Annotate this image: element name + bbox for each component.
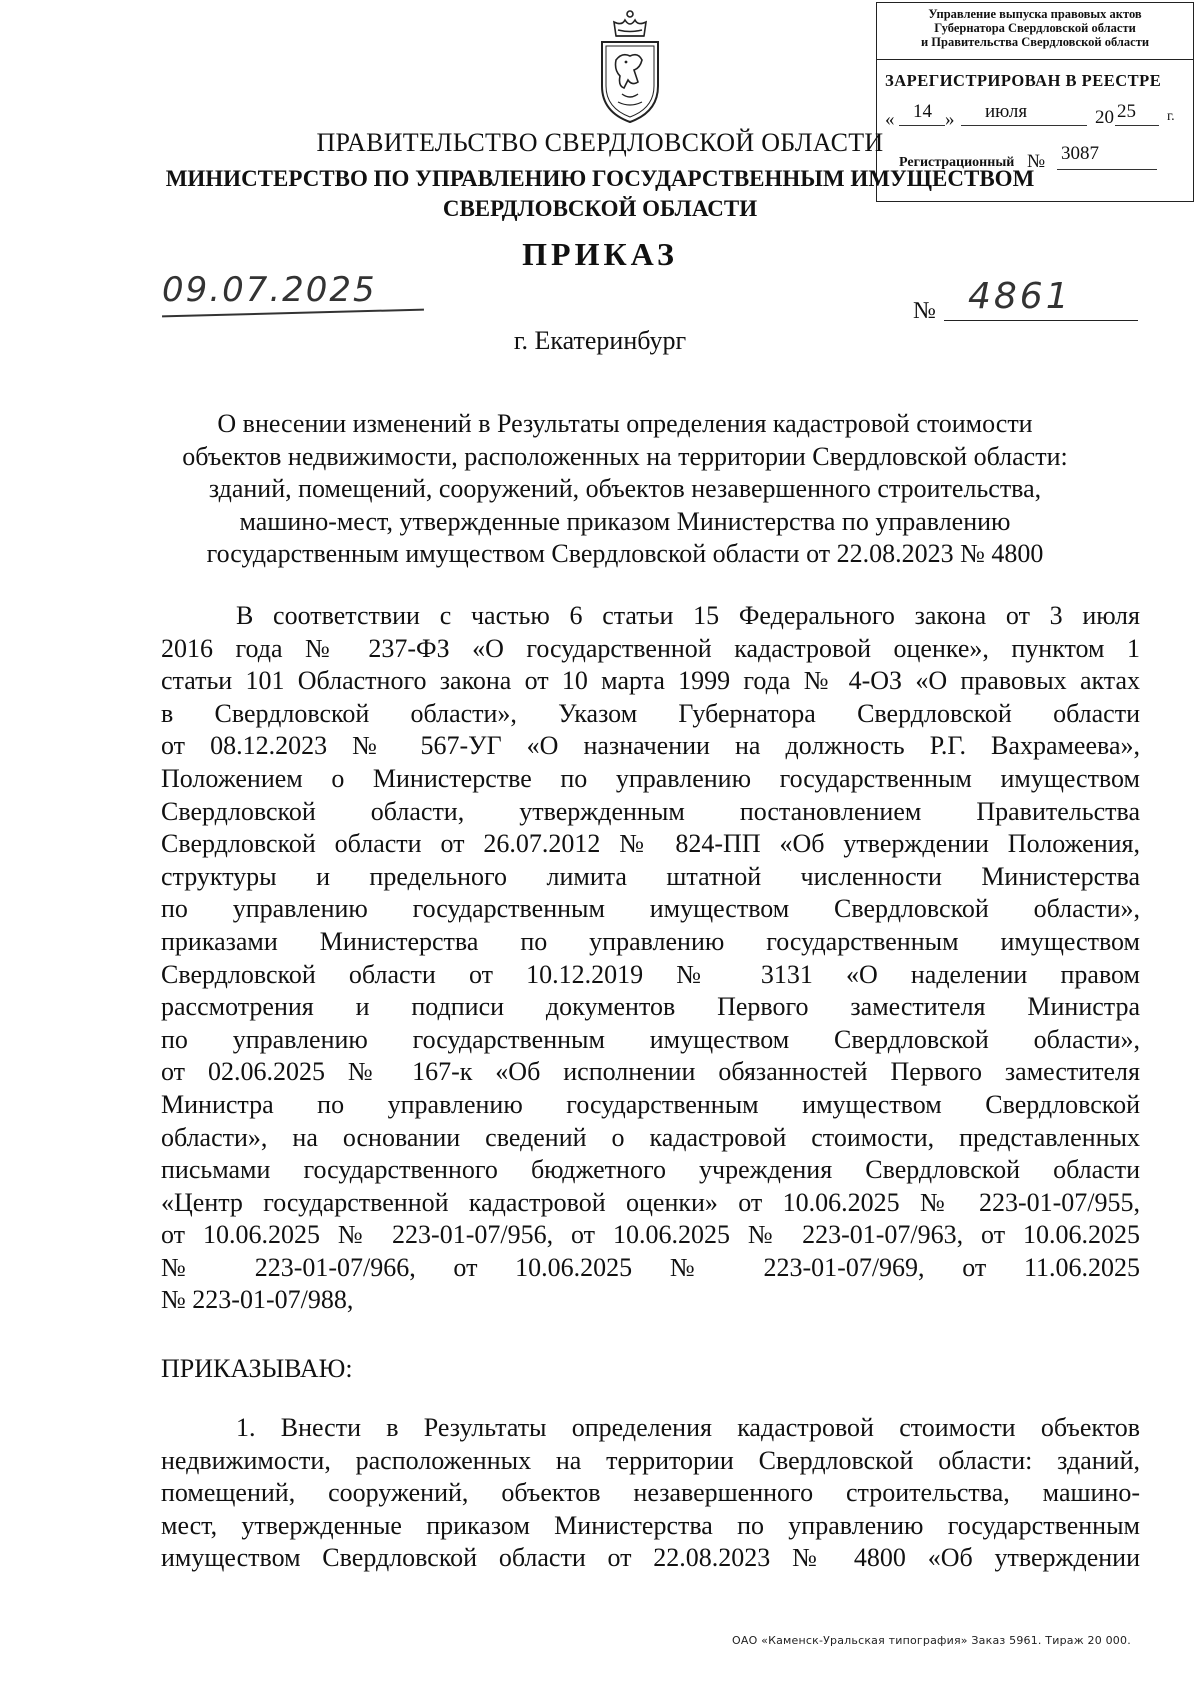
preamble-paragraph: [161, 600, 1140, 1317]
text-line: письмами государственного бюджетного учреждения Свердловской области: [161, 1155, 1140, 1185]
text-line: рассмотрения и подписи документов Первого заместителя Министра: [161, 992, 1140, 1022]
stamp-day: 14: [913, 101, 932, 122]
city-name: г. Екатеринбург: [513, 326, 687, 355]
stamp-close-quote: »: [945, 109, 955, 130]
ministry-title-line: СВЕРДЛОВСКОЙ ОБЛАСТИ: [442, 196, 758, 221]
stamp-dept-line: Губернатора Свердловской области: [934, 21, 1136, 35]
text-line: 2016 года № 237-ФЗ «О государственной кадастровой оценке», пунктом 1: [161, 633, 1140, 663]
stamp-year-suffix: 25: [1117, 101, 1136, 122]
stamp-year-prefix: 20: [1095, 107, 1114, 128]
stamp-month: июля: [985, 101, 1028, 122]
text-line: структуры и предельного лимита штатной численности Министерства: [161, 861, 1140, 891]
text-line: В соответствии с частью 6 статьи 15 Федерального закона от 3 июля: [236, 601, 1140, 630]
stamp-dept-line: Управление выпуска правовых актов: [928, 7, 1142, 21]
stamp-regno-label: Регистрационный: [899, 155, 1015, 170]
text-line: от 08.12.2023 № 567-УГ «О назначении на должность Р.Г. Вахрамеева»,: [161, 731, 1140, 761]
handwritten-date: 09.07.2025: [162, 270, 377, 310]
subject-line: государственным имуществом Свердловской области от 22.08.2023 № 4800: [206, 539, 1044, 568]
subject-line: машино-мест, утвержденные приказом Министерства по управлению: [239, 506, 1011, 536]
text-line: области», на основании сведений о кадастровой стоимости, представленных: [161, 1122, 1140, 1152]
text-line: от 02.06.2025 № 167-к «Об исполнении обязанностей Первого заместителя: [161, 1057, 1140, 1087]
stamp-divider: [877, 59, 1193, 60]
text-line: Свердловской области от 10.12.2019 № 3131 «О наделении правом: [161, 959, 1140, 989]
order-item-1: [161, 1412, 1140, 1575]
subject-line: объектов недвижимости, расположенных на территории Свердловской области:: [182, 441, 1068, 471]
stamp-year-abbr: г.: [1167, 109, 1175, 124]
stamp-regno-value: 3087: [1061, 143, 1099, 164]
text-line: Свердловской области от 26.07.2012 № 824-ПП «Об утверждении Положения,: [161, 829, 1140, 859]
text-line: 1. Внести в Результаты определения кадастровой стоимости объектов: [236, 1413, 1140, 1442]
stamp-dept-line: и Правительства Свердловской области: [920, 35, 1150, 49]
text-line: приказами Министерства по управлению государственным имуществом: [161, 926, 1140, 956]
text-line: № 223-01-07/988,: [161, 1285, 354, 1315]
order-subject: [150, 408, 1100, 571]
stamp-registered-title: ЗАРЕГИСТРИРОВАН В РЕЕСТРЕ: [885, 71, 1162, 90]
text-line: статьи 101 Областного закона от 10 марта 1999 года № 4-ОЗ «О правовых актах: [161, 666, 1140, 696]
number-sign: №: [913, 298, 936, 324]
stamp-open-quote: «: [885, 109, 895, 130]
stamp-regno-sign: №: [1027, 151, 1046, 172]
stamp-department: [877, 7, 1193, 49]
text-line: по управлению государственным имуществом Свердловской области»,: [161, 894, 1140, 924]
text-line: имуществом Свердловской области от 22.08.2023 № 4800 «Об утверждении: [161, 1543, 1140, 1573]
coat-of-arms-emblem: [592, 8, 668, 126]
text-line: Министра по управлению государственным имуществом Свердловской: [161, 1089, 1140, 1119]
ministry-title-line: МИНИСТЕРСТВО ПО УПРАВЛЕНИЮ ГОСУДАРСТВЕННЫМ ИМУЩЕСТВОМ: [165, 166, 1035, 191]
text-line: мест, утвержденные приказом Министерства по управлению государственным: [161, 1510, 1140, 1540]
text-line: от 10.06.2025 № 223-01-07/956, от 10.06.2025 № 223-01-07/963, от 10.06.2025: [161, 1220, 1140, 1250]
subject-line: зданий, помещений, сооружений, объектов незавершенного строительства,: [208, 474, 1042, 503]
text-line: Положением о Министерстве по управлению государственным имуществом: [161, 763, 1140, 793]
text-line: помещений, сооружений, объектов незавершенного строительства, машино-: [161, 1478, 1140, 1508]
text-line: Свердловской области, утвержденным постановлением Правительства: [161, 796, 1140, 826]
document-type-title: ПРИКАЗ: [522, 236, 678, 272]
text-line: в Свердловской области», Указом Губернатора Свердловской области: [161, 698, 1140, 728]
text-line: по управлению государственным имуществом Свердловской области»,: [161, 1024, 1140, 1054]
handwritten-order-number: 4861: [968, 276, 1072, 317]
printer-imprint: ОАО «Каменск-Уральская типография» Заказ 5961. Тираж 20 000.: [732, 1634, 1131, 1647]
subject-line: О внесении изменений в Результаты определения кадастровой стоимости: [217, 409, 1033, 438]
government-title: ПРАВИТЕЛЬСТВО СВЕРДЛОВСКОЙ ОБЛАСТИ: [316, 128, 884, 157]
order-directive: ПРИКАЗЫВАЮ:: [161, 1354, 353, 1383]
text-line: недвижимости, расположенных на территории Свердловской области: зданий,: [161, 1445, 1140, 1475]
text-line: «Центр государственной кадастровой оценки» от 10.06.2025 № 223-01-07/955,: [161, 1187, 1140, 1217]
number-underline: [944, 320, 1138, 321]
text-line: № 223-01-07/966, от 10.06.2025 № 223-01-07/969, от 11.06.2025: [161, 1252, 1140, 1282]
